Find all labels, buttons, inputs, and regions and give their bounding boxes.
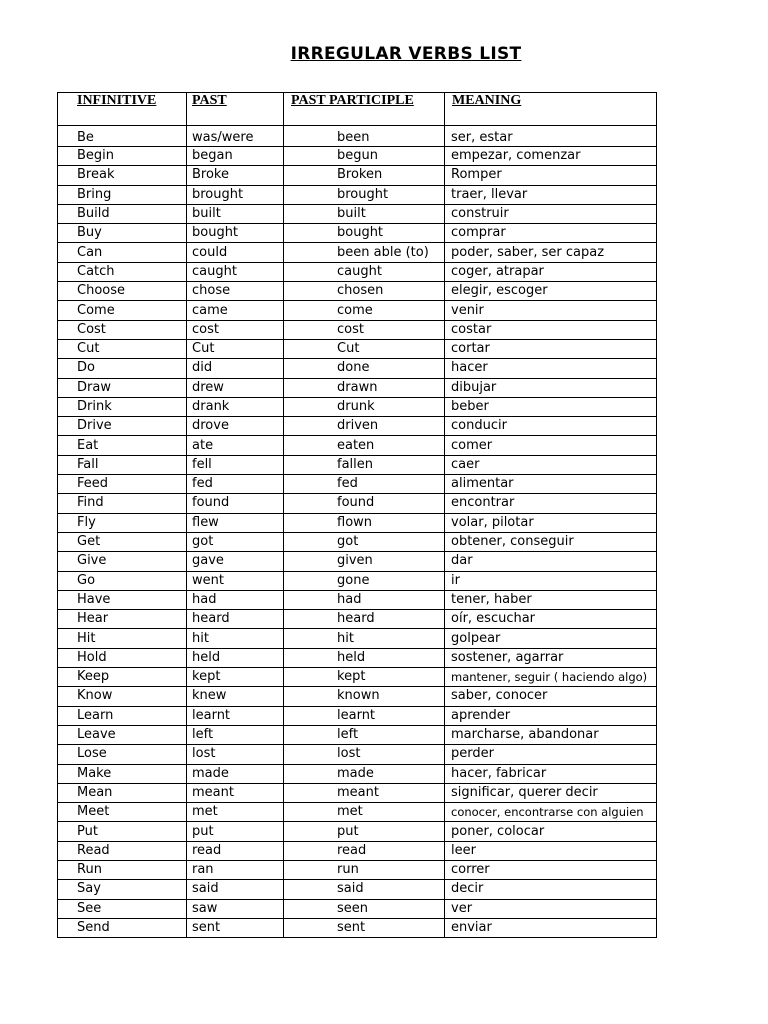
table-row — [58, 359, 657, 378]
past-cell: began — [187, 147, 284, 166]
past-cell: fell — [187, 455, 284, 474]
infinitive-cell: Can — [58, 243, 187, 262]
infinitive-cell: Go — [58, 571, 187, 590]
meaning-cell: cortar — [445, 339, 657, 358]
infinitive-cell: Do — [58, 359, 187, 378]
table-row — [58, 687, 657, 706]
header-past-participle: PAST PARTICIPLE — [284, 93, 445, 126]
table-header — [58, 93, 657, 126]
table-row — [58, 552, 657, 571]
past-cell: hit — [187, 629, 284, 648]
past-cell: drove — [187, 417, 284, 436]
past-participle-cell: chosen — [284, 282, 445, 301]
meaning-cell: ver — [445, 899, 657, 918]
past-cell: built — [187, 204, 284, 223]
past-participle-cell: said — [284, 880, 445, 899]
past-cell: gave — [187, 552, 284, 571]
infinitive-cell: Read — [58, 841, 187, 860]
past-cell: met — [187, 803, 284, 822]
meaning-cell: ser, estar — [445, 126, 657, 147]
past-participle-cell: Cut — [284, 339, 445, 358]
past-cell: got — [187, 532, 284, 551]
table-row — [58, 339, 657, 358]
meaning-cell: poder, saber, ser capaz — [445, 243, 657, 262]
table-row — [58, 455, 657, 474]
table-row — [58, 494, 657, 513]
infinitive-cell: See — [58, 899, 187, 918]
infinitive-cell: Lose — [58, 745, 187, 764]
infinitive-cell: Give — [58, 552, 187, 571]
past-participle-cell: got — [284, 532, 445, 551]
meaning-cell: conocer, encontrarse con alguien — [445, 803, 657, 822]
past-participle-cell: held — [284, 648, 445, 667]
infinitive-cell: Catch — [58, 262, 187, 281]
past-cell: said — [187, 880, 284, 899]
table-row — [58, 282, 657, 301]
infinitive-cell: Send — [58, 918, 187, 937]
table-row — [58, 262, 657, 281]
meaning-cell: comer — [445, 436, 657, 455]
infinitive-cell: Learn — [58, 706, 187, 725]
table-row — [58, 590, 657, 609]
meaning-cell: conducir — [445, 417, 657, 436]
infinitive-cell: Say — [58, 880, 187, 899]
table-row — [58, 320, 657, 339]
past-cell: drank — [187, 397, 284, 416]
meaning-cell: saber, conocer — [445, 687, 657, 706]
infinitive-cell: Come — [58, 301, 187, 320]
table-body — [58, 126, 657, 938]
table-row — [58, 610, 657, 629]
header-infinitive: INFINITIVE — [58, 93, 187, 126]
past-participle-cell: Broken — [284, 166, 445, 185]
past-participle-cell: meant — [284, 783, 445, 802]
past-participle-cell: run — [284, 860, 445, 879]
infinitive-cell: Feed — [58, 475, 187, 494]
past-cell: Broke — [187, 166, 284, 185]
page-title: IRREGULAR VERBS LIST — [290, 44, 522, 64]
meaning-cell: oír, escuchar — [445, 610, 657, 629]
past-participle-cell: given — [284, 552, 445, 571]
meaning-cell: golpear — [445, 629, 657, 648]
irregular-verbs-table — [57, 92, 657, 938]
past-cell: did — [187, 359, 284, 378]
past-participle-cell: seen — [284, 899, 445, 918]
meaning-cell: beber — [445, 397, 657, 416]
past-participle-cell: drawn — [284, 378, 445, 397]
table-row — [58, 668, 657, 687]
table-row — [58, 841, 657, 860]
past-participle-cell: sent — [284, 918, 445, 937]
infinitive-cell: Hit — [58, 629, 187, 648]
meaning-cell: dar — [445, 552, 657, 571]
table-row — [58, 436, 657, 455]
infinitive-cell: Bring — [58, 185, 187, 204]
past-participle-cell: driven — [284, 417, 445, 436]
past-cell: saw — [187, 899, 284, 918]
table-row — [58, 166, 657, 185]
infinitive-cell: Mean — [58, 783, 187, 802]
past-participle-cell: cost — [284, 320, 445, 339]
meaning-cell: marcharse, abandonar — [445, 725, 657, 744]
past-cell: had — [187, 590, 284, 609]
infinitive-cell: Keep — [58, 668, 187, 687]
table-row — [58, 783, 657, 802]
table-row — [58, 147, 657, 166]
infinitive-cell: Draw — [58, 378, 187, 397]
past-cell: made — [187, 764, 284, 783]
past-participle-cell: built — [284, 204, 445, 223]
past-cell: fed — [187, 475, 284, 494]
table-row — [58, 378, 657, 397]
meaning-cell: dibujar — [445, 378, 657, 397]
past-participle-cell: come — [284, 301, 445, 320]
past-participle-cell: hit — [284, 629, 445, 648]
meaning-cell: traer, llevar — [445, 185, 657, 204]
infinitive-cell: Make — [58, 764, 187, 783]
past-participle-cell: flown — [284, 513, 445, 532]
meaning-cell: decir — [445, 880, 657, 899]
table-row — [58, 803, 657, 822]
meaning-cell: elegir, escoger — [445, 282, 657, 301]
past-participle-cell: made — [284, 764, 445, 783]
past-cell: heard — [187, 610, 284, 629]
past-participle-cell: lost — [284, 745, 445, 764]
table-row — [58, 513, 657, 532]
past-cell: lost — [187, 745, 284, 764]
past-participle-cell: put — [284, 822, 445, 841]
past-participle-cell: found — [284, 494, 445, 513]
past-participle-cell: fallen — [284, 455, 445, 474]
table-row — [58, 126, 657, 147]
infinitive-cell: Have — [58, 590, 187, 609]
meaning-cell: alimentar — [445, 475, 657, 494]
infinitive-cell: Choose — [58, 282, 187, 301]
infinitive-cell: Fall — [58, 455, 187, 474]
past-participle-cell: been able (to) — [284, 243, 445, 262]
past-cell: held — [187, 648, 284, 667]
meaning-cell: construir — [445, 204, 657, 223]
table-row — [58, 860, 657, 879]
past-cell: ran — [187, 860, 284, 879]
past-participle-cell: done — [284, 359, 445, 378]
past-participle-cell: learnt — [284, 706, 445, 725]
meaning-cell: significar, querer decir — [445, 783, 657, 802]
past-cell: read — [187, 841, 284, 860]
past-cell: knew — [187, 687, 284, 706]
past-cell: kept — [187, 668, 284, 687]
meaning-cell: enviar — [445, 918, 657, 937]
table-row — [58, 397, 657, 416]
infinitive-cell: Leave — [58, 725, 187, 744]
meaning-cell: hacer, fabricar — [445, 764, 657, 783]
past-cell: Cut — [187, 339, 284, 358]
infinitive-cell: Drink — [58, 397, 187, 416]
meaning-cell: correr — [445, 860, 657, 879]
table-row — [58, 880, 657, 899]
past-cell: went — [187, 571, 284, 590]
past-participle-cell: brought — [284, 185, 445, 204]
past-participle-cell: been — [284, 126, 445, 147]
meaning-cell: volar, pilotar — [445, 513, 657, 532]
past-participle-cell: bought — [284, 224, 445, 243]
past-cell: put — [187, 822, 284, 841]
table-row — [58, 706, 657, 725]
past-cell: flew — [187, 513, 284, 532]
past-participle-cell: kept — [284, 668, 445, 687]
meaning-cell: mantener, seguir ( haciendo algo) — [445, 668, 657, 687]
meaning-cell: venir — [445, 301, 657, 320]
meaning-cell: coger, atrapar — [445, 262, 657, 281]
past-cell: chose — [187, 282, 284, 301]
meaning-cell: leer — [445, 841, 657, 860]
past-participle-cell: caught — [284, 262, 445, 281]
past-participle-cell: had — [284, 590, 445, 609]
meaning-cell: hacer — [445, 359, 657, 378]
past-participle-cell: read — [284, 841, 445, 860]
past-participle-cell: begun — [284, 147, 445, 166]
meaning-cell: caer — [445, 455, 657, 474]
past-cell: learnt — [187, 706, 284, 725]
table-row — [58, 725, 657, 744]
past-cell: bought — [187, 224, 284, 243]
past-cell: sent — [187, 918, 284, 937]
table-row — [58, 629, 657, 648]
table-row — [58, 745, 657, 764]
meaning-cell: tener, haber — [445, 590, 657, 609]
meaning-cell: sostener, agarrar — [445, 648, 657, 667]
infinitive-cell: Begin — [58, 147, 187, 166]
past-participle-cell: eaten — [284, 436, 445, 455]
meaning-cell: poner, colocar — [445, 822, 657, 841]
table-row — [58, 417, 657, 436]
infinitive-cell: Find — [58, 494, 187, 513]
infinitive-cell: Know — [58, 687, 187, 706]
table-row — [58, 475, 657, 494]
table-row — [58, 648, 657, 667]
infinitive-cell: Run — [58, 860, 187, 879]
meaning-cell: ir — [445, 571, 657, 590]
infinitive-cell: Hear — [58, 610, 187, 629]
meaning-cell: obtener, conseguir — [445, 532, 657, 551]
past-cell: came — [187, 301, 284, 320]
table-row — [58, 532, 657, 551]
meaning-cell: comprar — [445, 224, 657, 243]
infinitive-cell: Fly — [58, 513, 187, 532]
past-participle-cell: drunk — [284, 397, 445, 416]
table-row — [58, 918, 657, 937]
meaning-cell: Romper — [445, 166, 657, 185]
infinitive-cell: Drive — [58, 417, 187, 436]
past-participle-cell: met — [284, 803, 445, 822]
meaning-cell: empezar, comenzar — [445, 147, 657, 166]
infinitive-cell: Get — [58, 532, 187, 551]
past-cell: could — [187, 243, 284, 262]
infinitive-cell: Build — [58, 204, 187, 223]
meaning-cell: aprender — [445, 706, 657, 725]
past-participle-cell: gone — [284, 571, 445, 590]
table-row — [58, 204, 657, 223]
past-cell: was/were — [187, 126, 284, 147]
table-row — [58, 301, 657, 320]
table-row — [58, 571, 657, 590]
meaning-cell: costar — [445, 320, 657, 339]
table-row — [58, 764, 657, 783]
meaning-cell: perder — [445, 745, 657, 764]
infinitive-cell: Buy — [58, 224, 187, 243]
past-participle-cell: fed — [284, 475, 445, 494]
meaning-cell: encontrar — [445, 494, 657, 513]
infinitive-cell: Cut — [58, 339, 187, 358]
table-row — [58, 243, 657, 262]
infinitive-cell: Eat — [58, 436, 187, 455]
header-row — [58, 93, 657, 126]
past-cell: meant — [187, 783, 284, 802]
past-cell: ate — [187, 436, 284, 455]
past-cell: left — [187, 725, 284, 744]
infinitive-cell: Meet — [58, 803, 187, 822]
table-row — [58, 185, 657, 204]
infinitive-cell: Hold — [58, 648, 187, 667]
infinitive-cell: Be — [58, 126, 187, 147]
past-participle-cell: known — [284, 687, 445, 706]
past-cell: drew — [187, 378, 284, 397]
infinitive-cell: Put — [58, 822, 187, 841]
past-cell: found — [187, 494, 284, 513]
header-past: PAST — [187, 93, 284, 126]
past-cell: cost — [187, 320, 284, 339]
table-row — [58, 822, 657, 841]
past-cell: brought — [187, 185, 284, 204]
past-participle-cell: left — [284, 725, 445, 744]
table-row — [58, 899, 657, 918]
infinitive-cell: Break — [58, 166, 187, 185]
infinitive-cell: Cost — [58, 320, 187, 339]
header-meaning: MEANING — [445, 93, 657, 126]
table-row — [58, 224, 657, 243]
past-cell: caught — [187, 262, 284, 281]
past-participle-cell: heard — [284, 610, 445, 629]
